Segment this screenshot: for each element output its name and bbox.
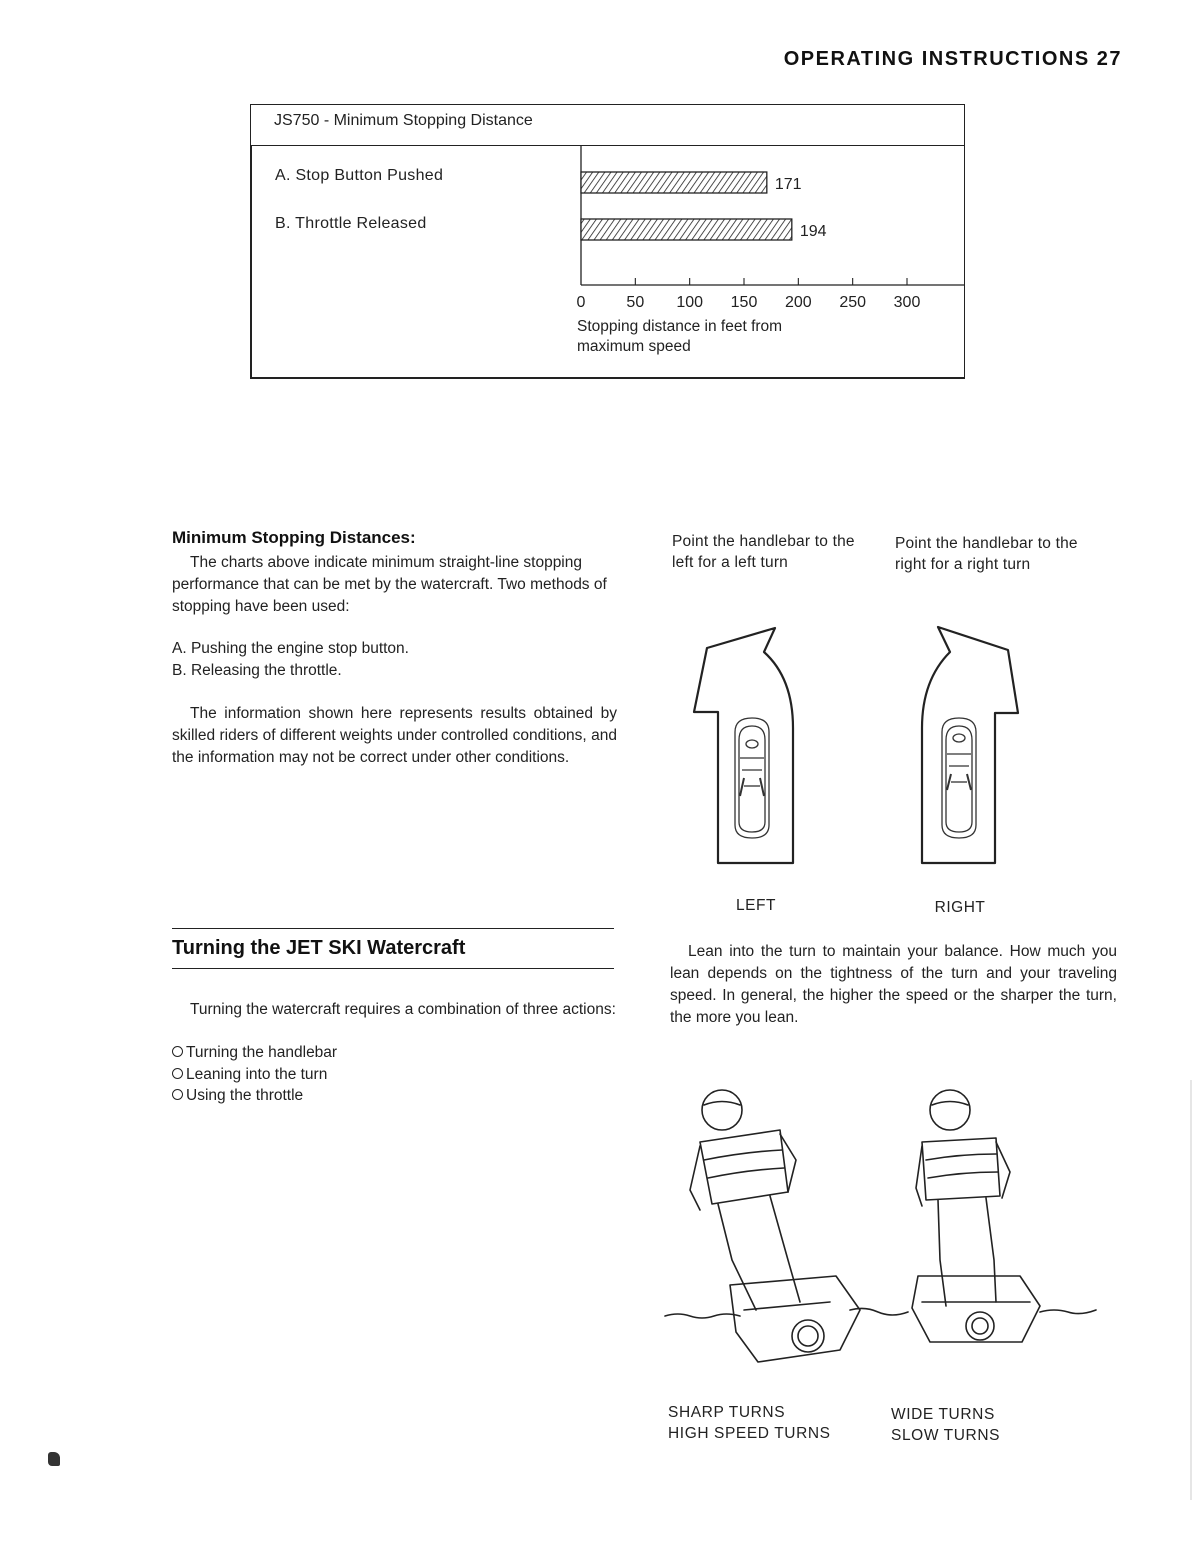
heading-rule-bottom — [172, 968, 614, 969]
data-label-a: 171 — [774, 176, 802, 193]
x-axis-label-line2: maximum speed — [577, 338, 691, 355]
x-tick-label: 50 — [626, 294, 645, 311]
left-turn-caption: Point the handlebar to the left for a left turn — [672, 533, 855, 571]
lean-block — [670, 941, 1117, 1029]
high-speed-turns-label: HIGH SPEED TURNS — [668, 1425, 831, 1442]
category-label-a: A. Stop Button Pushed — [275, 167, 444, 184]
wide-turns-label: WIDE TURNS — [891, 1406, 995, 1423]
x-tick-label: 200 — [784, 294, 812, 311]
stopping-intro-block — [172, 552, 617, 618]
rider-sharp-turn-icon — [690, 1090, 860, 1362]
left-label: LEFT — [736, 897, 776, 914]
x-tick-label: 150 — [730, 294, 758, 311]
chart-title-row — [251, 105, 964, 146]
bar-b — [581, 219, 792, 240]
water-line — [1040, 1310, 1096, 1314]
x-tick-label: 250 — [839, 294, 867, 311]
heading-rule-top — [172, 928, 614, 929]
list-item: Leaning into the turn — [172, 1064, 572, 1086]
stopping-distance-chart — [250, 104, 965, 379]
wide-turns-caption — [891, 1404, 1091, 1446]
data-label-b: 194 — [799, 223, 827, 240]
bar-chart-plot — [251, 145, 964, 377]
turning-heading: Turning the JET SKI Watercraft — [172, 937, 466, 959]
stopping-heading: Minimum Stopping Distances: — [172, 528, 416, 547]
x-tick-label: 300 — [893, 294, 921, 311]
water-line — [665, 1314, 740, 1318]
chart-title: JS750 - Minimum Stopping Distance — [274, 112, 533, 129]
list-item: Turning the handlebar — [172, 1042, 572, 1064]
lean-text: Lean into the turn to maintain your balance. How much you lean depends on the tightness of the turn and your traveling speed. In general, the higher the speed or the sharper the turn, the more you lean. — [670, 943, 1117, 1026]
left-turn-arrow-icon — [694, 628, 793, 863]
turning-intro: Turning the watercraft requires a combination of three actions: — [190, 1001, 616, 1018]
sharp-turns-label: SHARP TURNS — [668, 1404, 786, 1421]
x-tick-label: 0 — [576, 294, 586, 311]
bar-a — [581, 172, 767, 193]
right-label: RIGHT — [934, 899, 986, 916]
list-item: Using the throttle — [172, 1085, 572, 1107]
stopping-note: The information shown here represents results obtained by skilled riders of different weights under controlled conditions, and the information may not be correct under other conditions. — [172, 705, 617, 766]
rider-wide-turn-icon — [912, 1090, 1040, 1342]
stopping-intro: The charts above indicate minimum straight-line stopping performance that can be met by the watercraft. Two methods of stopping have been used: — [172, 554, 607, 615]
method-a: A. Pushing the engine stop button. — [172, 640, 409, 657]
x-tick-label: 100 — [676, 294, 704, 311]
watercraft-left-icon — [735, 718, 769, 838]
watercraft-right-icon — [942, 718, 976, 838]
turning-intro-block — [172, 999, 617, 1021]
scan-edge — [1190, 1080, 1192, 1500]
turning-actions-list — [172, 1042, 572, 1107]
slow-turns-label: SLOW TURNS — [891, 1427, 1001, 1444]
category-label-b: B. Throttle Released — [275, 215, 427, 232]
method-b: B. Releasing the throttle. — [172, 662, 342, 679]
circle-bullet-icon — [172, 1068, 183, 1079]
circle-bullet-icon — [172, 1046, 183, 1057]
rider-lean-illustration — [660, 1080, 1105, 1380]
circle-bullet-icon — [172, 1089, 183, 1100]
running-header: OPERATING INSTRUCTIONS 27 — [783, 48, 1122, 70]
scan-mark — [48, 1452, 60, 1466]
stopping-methods — [172, 638, 617, 682]
handlebar-turn-illustration — [660, 610, 1100, 885]
stopping-note-block — [172, 703, 617, 769]
x-axis-label-line1: Stopping distance in feet from — [577, 318, 783, 335]
right-turn-caption: Point the handlebar to the right for a right turn — [895, 535, 1078, 573]
sharp-turns-caption — [668, 1402, 868, 1444]
